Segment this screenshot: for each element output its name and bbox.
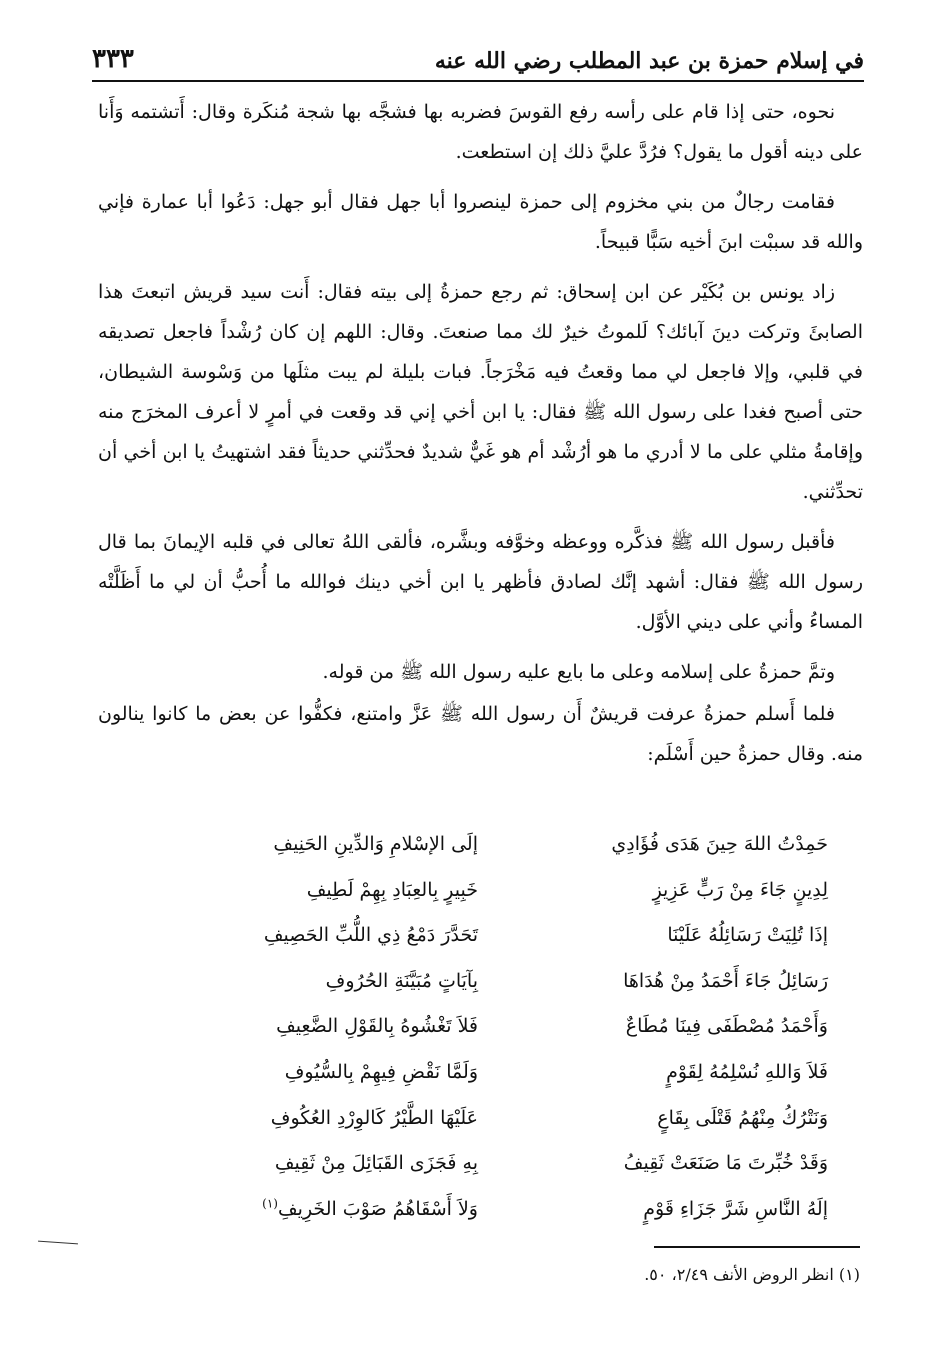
running-title: في إسلام حمزة بن عبد المطلب رضي الله عنه: [434, 48, 864, 74]
verse-second-hemistich: إلَى الإسْلامِ وَالدِّينِ الحَنِيفِ: [273, 833, 478, 855]
poem: [168, 822, 828, 1232]
verse-second-hemistich: وَلَمَّا نَقْضِ فِيهِمْ بِالسُّيُوفِ: [284, 1060, 478, 1083]
body-text: [98, 92, 863, 784]
verse-first-hemistich: إلَهُ النَّاسِ شَرَّ جَزَاءِ قَوْمٍ: [643, 1197, 828, 1220]
paragraph: فقامت رجالٌ من بني مخزوم إلى حمزة لينصروا أبا جهل فقال أبو جهل: دَعُوا أبا عمارة فإني والله قد سببْت ابنَ أخيه سَبًّا قبيحاً.: [98, 191, 863, 253]
verse-first-hemistich: وَقَدْ خُبِّرتَ مَا صَنَعَتْ ثَقِيفُ: [623, 1152, 828, 1175]
verse-second-hemistich: وَلاَ أَسْقَاهُمُ صَوْبَ الخَرِيفِ: [277, 1197, 478, 1220]
verse-second-hemistich: خَبِيرٍ بِالعِبَادِ بِهِمْ لَطِيفِ: [306, 878, 478, 901]
verse-first-hemistich: فَلاَ وَاللهِ نُسْلِمُهُ لِقَوْمٍ: [666, 1060, 828, 1083]
poem-verse: [168, 913, 828, 959]
verse-second-hemistich-with-note: [168, 1187, 478, 1233]
verse-second-hemistich: فَلاَ تَغْشُوهُ بِالقَوْلِ الضَّعِيفِ: [276, 1015, 478, 1038]
poem-verse: [168, 1141, 828, 1187]
margin-stroke: [38, 1241, 78, 1245]
page-header: [92, 28, 864, 82]
poem-verse: [168, 1050, 828, 1096]
verse-first-hemistich: حَمِدْتُ اللهَ حِينَ هَدَى فُؤَادِي: [611, 833, 828, 855]
poem-verse: [168, 1187, 828, 1233]
paragraph: وتمَّ حمزةُ على إسلامه وعلى ما بايع عليه رسول الله ﷺ من قوله.: [322, 661, 835, 683]
paragraph: زاد يونس بن بُكَيْر عن ابن إسحاق: ثم رجع حمزةُ إلى بيته فقال: أَنت سيد قريش اتبعتَ هذا الصابئَ وتركت دينَ آبائك؟ لَلموتُ خيرٌ لك مما صنعتَ. وقال: اللهم إن كان رُشْداً فاجعل تصديقه في قلبي، وإلا فاجعل لي مما وقعتُ فيه مَخْرَجاً. فبات بليلة لم يبت مثلَها من وَسْوسة الشيطان، حتى أصبح فغدا على رسول الله ﷺ فقال: يا ابن أخي إني قد وقعت في أمرٍ لا أعرف المخرَج منه وإقامةُ مثلي على ما لا أدري ما هو أرُشْد أم هو غَيٌّ شديدٌ فحدِّثني حديثاً فقد اشتهيتُ يا ابن أخي أن تحدِّثني.: [98, 281, 864, 503]
verse-first-hemistich: لِدِينٍ جَاءَ مِنْ رَبٍّ عَزِيزٍ: [652, 878, 828, 901]
footnote-marker[interactable]: (١): [262, 1196, 278, 1211]
verse-first-hemistich: وَأَحْمَدُ مُصْطَفَى فِينَا مُطَاعٌ: [625, 1015, 828, 1038]
footnote-divider: [654, 1246, 860, 1248]
poem-verse: [168, 1004, 828, 1050]
poem-verse: [168, 1096, 828, 1142]
poem-verse: [168, 822, 828, 868]
paragraph: نحوه، حتى إذا قام على رأسه رفع القوسَ فضربه بها فشجَّه بها شجة مُنكَرة وقال: أَتشتمه وَأَنا على دينه أقول ما يقول؟ فرُدَّ عليَّ ذلك إن استطعت.: [98, 101, 863, 163]
verse-first-hemistich: رَسَائِلُ جَاءَ أَحْمَدُ مِنْ هُدَاهَا: [623, 969, 828, 992]
verse-first-hemistich: إذَا تُلِيَتْ رَسَائِلُهُ عَلَيْنَا: [667, 924, 828, 947]
poem-verse: [168, 868, 828, 914]
footnote: (١) انظر الروض الأنف ٢/٤٩، ٥٠.: [644, 1265, 860, 1284]
page-number: ٣٣٣: [92, 44, 134, 74]
verse-second-hemistich: تَحَدَّرَ دَمْعُ ذِي اللُّبِّ الحَصِيفِ: [263, 924, 478, 947]
paragraph: فلما أَسلم حمزةُ عرفت قريشٌ أَن رسول الله ﷺ عَزَّ وامتنع، فكفُّوا عن بعض ما كانوا ينالون منه. وقال حمزةُ حين أَسْلَم:: [98, 703, 863, 765]
verse-second-hemistich: عَلَيْهَا الطَّيْرُ كَالوِرْدِ العُكُوفِ: [270, 1106, 478, 1129]
paragraph: فأقبل رسول الله ﷺ فذكَّره ووعظه وخوَّفه وبشَّره، فألقى اللهُ تعالى في قلبه الإيمانَ بما قال رسول الله ﷺ فقال: أشهد إنَّك لصادق فأظهر يا ابن أخي دينك فوالله ما أُحبُّ أن لي ما أَظَلَّتْه المساءُ وأني على ديني الأوَّل.: [98, 531, 863, 633]
poem-verse: [168, 959, 828, 1005]
verse-first-hemistich: وَنَتْرُكُ مِنْهُمُ قَتْلَى بِقَاعٍ: [657, 1106, 828, 1129]
verse-second-hemistich: بِآيَاتٍ مُبَيَّنَةِ الحُرُوفِ: [325, 969, 478, 992]
verse-second-hemistich: بِهِ فَجَزَى القَبَائِلَ مِنْ ثَقِيفِ: [274, 1152, 478, 1175]
